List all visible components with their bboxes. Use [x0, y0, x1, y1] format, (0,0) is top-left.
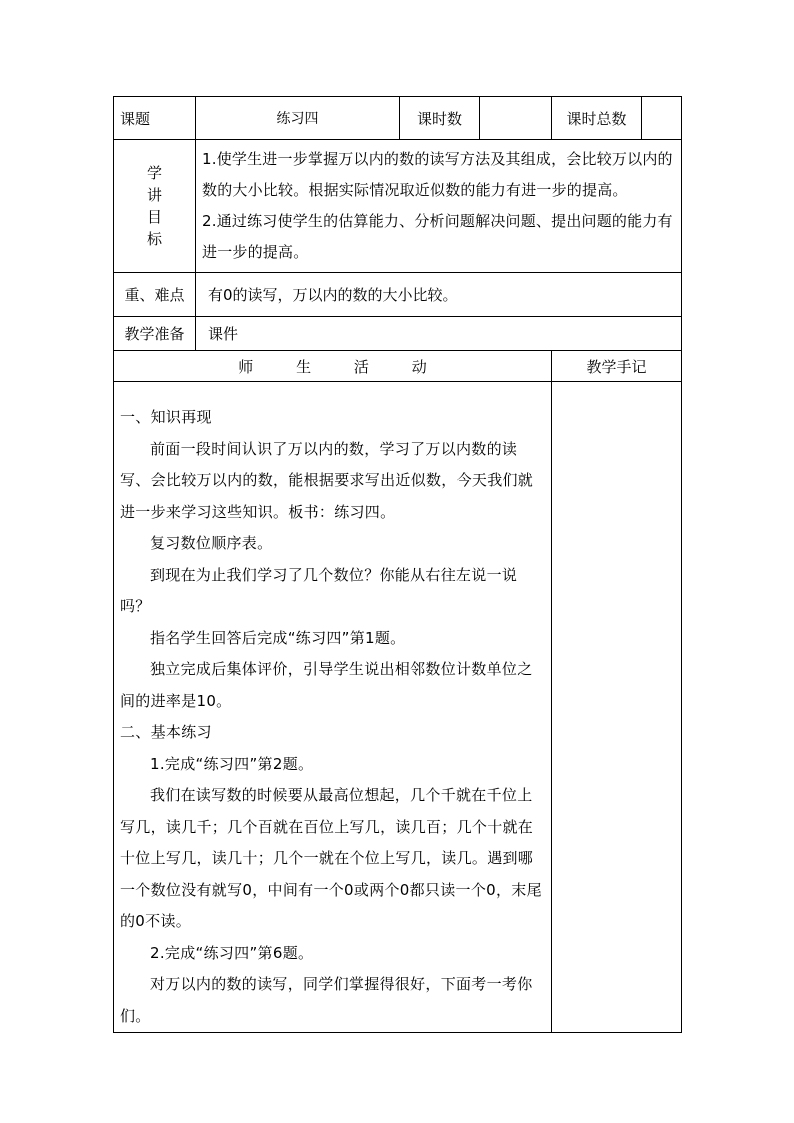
- notes-heading: 教学手记: [552, 351, 682, 382]
- header-row: [114, 97, 682, 140]
- activity-body-row: [114, 382, 682, 1033]
- goals-label-char: 标: [146, 230, 162, 248]
- goals-label-char: 学: [146, 164, 162, 182]
- goals-content: [196, 140, 682, 273]
- activity-content: [114, 382, 552, 1033]
- goals-label-char: 目: [146, 208, 162, 226]
- lesson-plan-table: [113, 96, 682, 1033]
- preparation-row: [114, 317, 682, 351]
- activity-heading-char: 活: [353, 357, 369, 376]
- activity-paragraph: 一、知识再现: [120, 408, 212, 426]
- hours-value: [480, 97, 552, 140]
- hours-label: 课时数: [400, 97, 480, 140]
- goal-item: 2.通过练习使学生的估算能力、分析问题解决问题、提出问题的能力有进一步的提高。: [202, 212, 673, 261]
- activity-paragraph: 我们在读写数的时候要从最高位想起，几个千就在千位上写几，读几千；几个百就在百位上写几，读几百；几个十就在十位上写几，读几十；几个一就在个位上写几，读几。遇到哪一个数位没有就写0，中间有一个0或两个0都只读一个0，末尾的0不读。: [120, 786, 542, 930]
- goals-label-char: 讲: [146, 186, 162, 204]
- activity-heading-char: 动: [411, 357, 427, 376]
- key-points-label: 重、难点: [114, 273, 196, 317]
- activity-heading: [114, 351, 552, 382]
- activity-paragraph: 对万以内的数的读写，同学们掌握得很好，下面考一考你们。: [120, 975, 533, 1025]
- preparation-value: 课件: [196, 317, 682, 351]
- activity-paragraph: 2.完成“练习四”第6题。: [150, 943, 314, 962]
- activity-paragraph: 复习数位顺序表。: [150, 534, 273, 552]
- activity-heading-char: 师: [238, 357, 254, 376]
- activity-paragraph: 独立完成后集体评价，引导学生说出相邻数位计数单位之间的进率是10。: [120, 660, 533, 710]
- topic-value: 练习四: [196, 97, 400, 140]
- goals-label: [114, 140, 196, 273]
- activity-heading-char: 生: [296, 357, 312, 376]
- total-hours-label: 课时总数: [552, 97, 642, 140]
- teaching-notes-cell: [552, 382, 682, 1033]
- key-points-row: [114, 273, 682, 317]
- activity-paragraph: 到现在为止我们学习了几个数位？你能从右往左说一说吗？: [120, 565, 518, 615]
- activity-paragraph: 前面一段时间认识了万以内的数，学习了万以内数的读写、会比较万以内的数，能根据要求写出近似数，今天我们就进一步来学习这些知识。板书：练习四。: [120, 439, 534, 521]
- preparation-label: 教学准备: [114, 317, 196, 351]
- activity-paragraph: 指名学生回答后完成“练习四”第1题。: [150, 628, 406, 647]
- total-hours-value: [642, 97, 682, 140]
- goals-row: [114, 140, 682, 273]
- activity-paragraph: 二、基本练习: [120, 723, 212, 741]
- activity-paragraph: 1.完成“练习四”第2题。: [150, 754, 314, 773]
- activity-header-row: [114, 351, 682, 382]
- key-points-value: 有0的读写，万以内的数的大小比较。: [196, 273, 682, 317]
- goal-item: 1.使学生进一步掌握万以内的数的读写方法及其组成，会比较万以内的数的大小比较。根据实际情况取近似数的能力有进一步的提高。: [202, 150, 673, 199]
- topic-label: 课题: [114, 97, 196, 140]
